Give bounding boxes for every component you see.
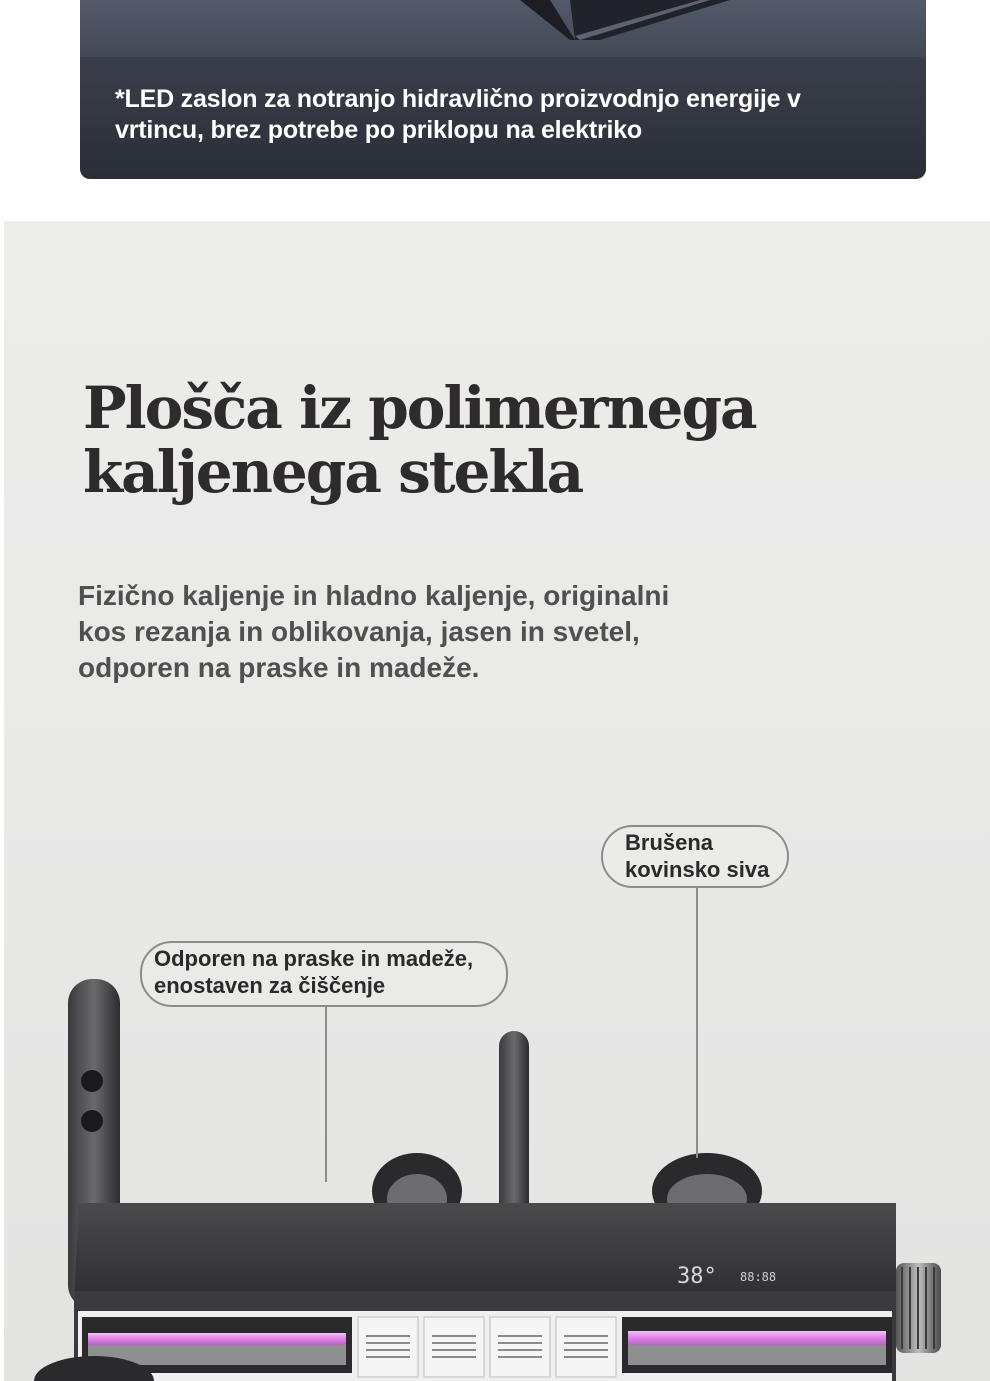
finish-callout-line-2: kovinsko siva bbox=[625, 857, 770, 882]
led-caption-line-1: *LED zaslon za notranjo hidravlično proizvodnjo energije v bbox=[115, 85, 801, 113]
led-feature-card bbox=[80, 0, 926, 179]
card-header-band bbox=[80, 0, 926, 57]
section-title-line-2: kaljenega stekla bbox=[83, 438, 583, 506]
device-edge-image bbox=[520, 0, 730, 40]
scratch-callout-line-1: Odporen na praske in madeže, bbox=[154, 946, 474, 971]
scratch-callout bbox=[140, 941, 508, 1007]
section-description bbox=[78, 578, 798, 686]
led-caption-line-2: vrtincu, brez potrebe po priklopu na elektriko bbox=[115, 116, 643, 144]
description-line-3: odporen na praske in madeže. bbox=[78, 652, 480, 683]
led-caption bbox=[115, 84, 895, 146]
shower-panel-image bbox=[4, 961, 990, 1381]
finish-callout bbox=[601, 825, 789, 888]
temperature-display: 38° bbox=[677, 1264, 717, 1289]
description-line-2: kos rezanja in oblikovanja, jasen in svetel, bbox=[78, 616, 640, 647]
section-title bbox=[83, 376, 756, 504]
small-display-readout: 88:88 bbox=[740, 1270, 777, 1284]
finish-leader-line bbox=[696, 888, 698, 1158]
scratch-callout-line-2: enostaven za čiščenje bbox=[154, 973, 386, 998]
scratch-leader-line bbox=[325, 1007, 327, 1182]
section-title-line-1: Plošča iz polimernega bbox=[83, 374, 756, 442]
description-line-1: Fizično kaljenje in hladno kaljenje, originalni bbox=[78, 580, 670, 611]
glass-panel-section bbox=[4, 221, 990, 1381]
finish-callout-line-1: Brušena bbox=[625, 830, 714, 855]
